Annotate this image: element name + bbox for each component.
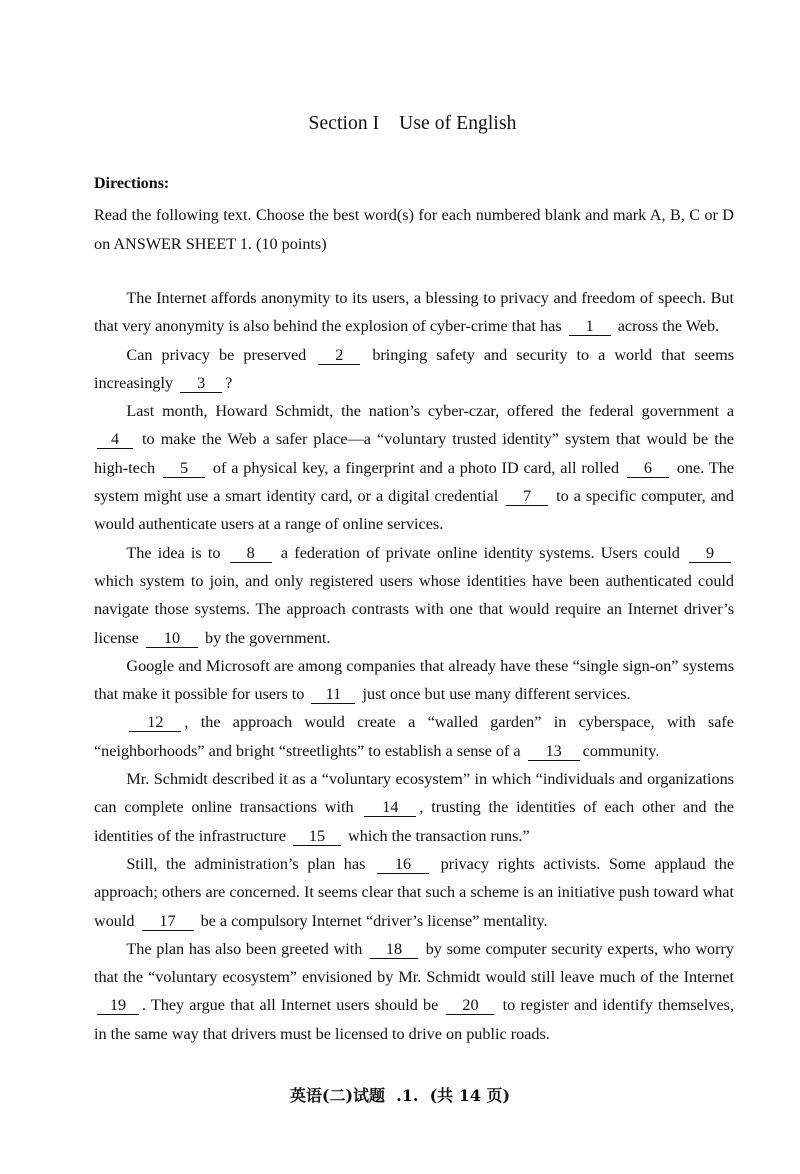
answer-blank-15: 15 (293, 827, 341, 846)
passage-text: be a compulsory Internet “driver’s license” mentality. (196, 911, 548, 930)
passage-text: Last month, Howard Schmidt, the nation’s cyber-czar, offered the federal government a (126, 402, 734, 421)
answer-blank-5: 5 (163, 459, 205, 478)
passage-paragraph (94, 765, 734, 850)
passage-paragraph (94, 397, 734, 538)
passage-text: a federation of private online identity systems. Users could (274, 543, 687, 562)
answer-blank-18: 18 (370, 940, 418, 959)
passage-text: Google and Microsoft are among companies that already have these “single sign-on” systems that make it possible for users to (94, 656, 734, 704)
answer-blank-17: 17 (142, 912, 194, 931)
answer-blank-9: 9 (689, 544, 731, 563)
answer-blank-20: 20 (446, 996, 494, 1015)
page-footer: 英语(二)试题 .1. (共 14 页) (289, 1086, 511, 1105)
passage-text: Still, the administration’s plan has (126, 854, 374, 873)
passage-text: ? (225, 373, 233, 392)
passage-text: . They argue that all Internet users should be (142, 996, 444, 1015)
answer-blank-13: 13 (528, 742, 580, 761)
answer-blank-11: 11 (311, 685, 355, 704)
directions-text: Read the following text. Choose the best word(s) for each numbered blank and mark A, B, C or D on ANSWER SHEET 1. (10 points) (94, 206, 734, 253)
section-title: Section I Use of English (308, 113, 517, 134)
cloze-passage (94, 284, 734, 1048)
passage-text: bringing safety and security to a world that seems increasingly (94, 345, 734, 392)
passage-text: to register and identify themselves, in the same way that drivers must be licensed to drive on public roads. (94, 996, 734, 1043)
passage-text: community. (582, 741, 660, 760)
answer-blank-12: 12 (129, 713, 181, 732)
directions-label: Directions: (94, 175, 170, 192)
answer-blank-6: 6 (627, 459, 669, 478)
passage-text: The Internet affords anonymity to its users, a blessing to privacy and freedom of speech. But that very anonymity is also behind the explosion of cyber-crime that has (94, 289, 734, 336)
passage-paragraph (94, 850, 734, 935)
answer-blank-14: 14 (364, 798, 416, 817)
passage-text: to a specific computer, and would authenticate users at a range of online services. (94, 487, 734, 534)
passage-text: The plan has also been greeted with (126, 939, 367, 958)
passage-text: of a physical key, a fingerprint and a photo ID card, all rolled (208, 458, 624, 477)
passage-paragraph (94, 284, 734, 341)
passage-text: to make the Web a safer place—a “voluntary trusted identity” system that would be the high-tech (94, 430, 734, 477)
answer-blank-8: 8 (230, 544, 272, 563)
passage-text: Can privacy be preserved (126, 345, 316, 364)
passage-text: just once but use many different services. (358, 685, 631, 704)
answer-blank-2: 2 (318, 346, 360, 365)
passage-text: by some computer security experts, who worry that the “voluntary ecosystem” envisioned by Mr. Schmidt would still leave much of the Internet (94, 939, 735, 987)
passage-text: Mr. Schmidt described it as a “voluntary ecosystem” in which “individuals and organizations can complete online transactions with (94, 770, 734, 817)
answer-blank-10: 10 (146, 629, 198, 648)
answer-blank-3: 3 (180, 374, 222, 393)
passage-text: which system to join, and only registered users whose identities have been authenticated could navigate those systems. The approach contrasts with one that would require an Internet driver’s license (94, 571, 734, 647)
passage-paragraph (94, 341, 734, 398)
passage-paragraph (94, 539, 734, 652)
passage-text: , the approach would create a “walled garden” in cyberspace, with safe “neighborhoods” and bright “streetlights” to establish a sense of a (94, 713, 734, 760)
answer-blank-7: 7 (506, 487, 548, 506)
passage-paragraph (94, 652, 734, 709)
passage-text: across the Web. (613, 317, 720, 336)
answer-blank-19: 19 (97, 996, 139, 1015)
passage-text: one. The system might use a smart identity card, or a digital credential (94, 458, 734, 506)
answer-blank-1: 1 (569, 317, 611, 336)
answer-blank-16: 16 (377, 855, 429, 874)
passage-text: The idea is to (126, 543, 227, 562)
answer-blank-4: 4 (97, 430, 133, 449)
passage-text: privacy rights activists. Some applaud the approach; others are concerned. It seems clear that such a scheme is an initiative push toward what would (94, 854, 734, 930)
passage-text: which the transaction runs.” (343, 826, 530, 845)
passage-paragraph (94, 708, 734, 765)
passage-text: by the government. (201, 628, 331, 647)
passage-paragraph (94, 935, 734, 1048)
passage-text: , trusting the identities of each other and the identities of the infrastructure (94, 798, 734, 845)
